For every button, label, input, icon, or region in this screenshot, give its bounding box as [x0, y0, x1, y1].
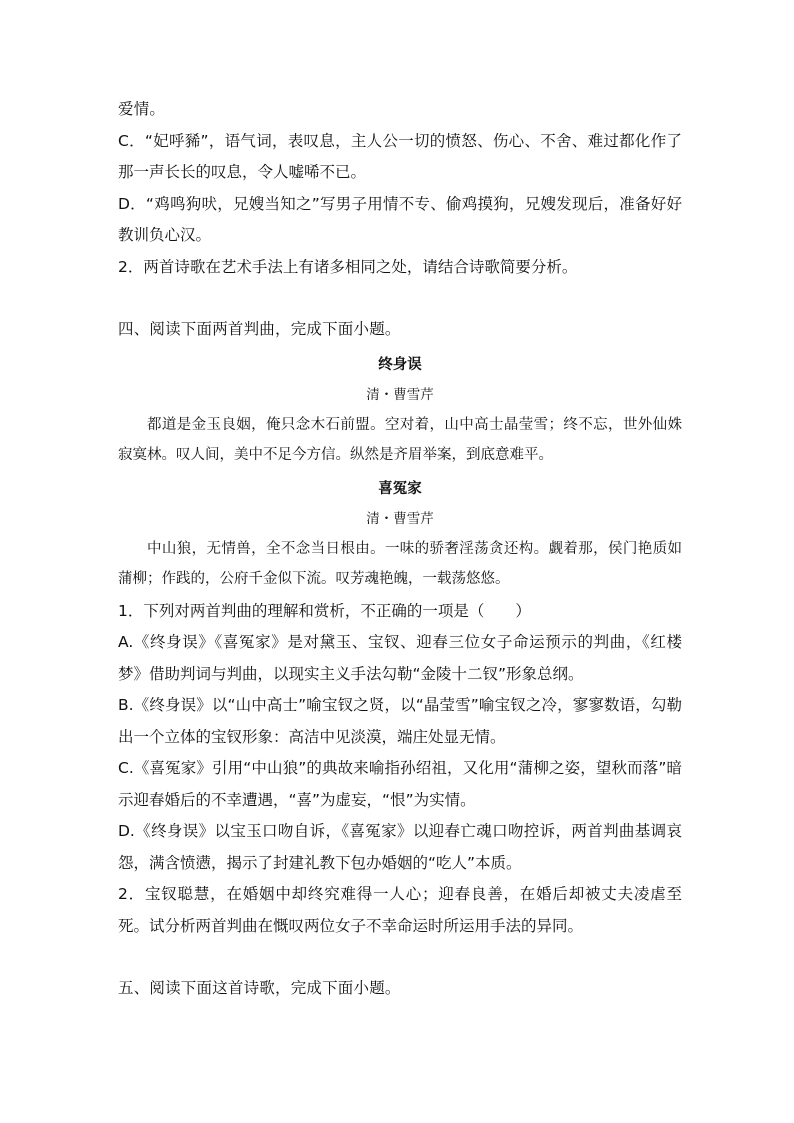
poem-2-author: 清・曹雪芹: [366, 510, 434, 527]
question-1-option-a: A.《终身误》《喜冤家》是对黛玉、宝钗、迎春三位女子命运预示的判曲，《红楼梦》借助判词与判曲，以现实主义手法勾勒“金陵十二钗”形象总纲。: [118, 633, 682, 683]
question-1-option-b: B.《终身误》以“山中高士”喻宝钗之贤，以“晶莹雪”喻宝钗之冷，寥寥数语，勾勒出一个立体的宝钗形象：高洁中见淡漠，端庄处显无情。: [118, 696, 682, 746]
prev-question-2: 2．两首诗歌在艺术手法上有诸多相同之处，请结合诗歌简要分析。: [118, 257, 578, 276]
prev-option-d: D．“鸡鸣狗吠，兄嫂当知之”写男子用情不专、偷鸡摸狗，兄嫂发现后，准备好好教训负心汉。: [118, 194, 682, 244]
prev-option-c: C．“妃呼豨”，语气词，表叹息，主人公一切的愤怒、伤心、不舍、难过都化作了那一声长长的叹息，令人嘘唏不已。: [118, 131, 682, 181]
section-5-heading: 五、阅读下面这首诗歌，完成下面小题。: [118, 979, 401, 997]
question-2: 2．宝钗聪慧，在婚姻中却终究难得一人心；迎春良善，在婚后却被丈夫凌虐至死。试分析两首判曲在慨叹两位女子不幸命运时所运用手法的异同。: [118, 885, 682, 935]
prev-question-tail: 爱情。: [118, 100, 166, 118]
poem-2-title: 喜冤家: [378, 479, 422, 497]
document-page: [118, 94, 682, 1005]
poem-1-author: 清・曹雪芹: [366, 386, 434, 403]
section-4-heading: 四、阅读下面两首判曲，完成下面小题。: [118, 320, 401, 338]
poem-1-title: 终身误: [378, 355, 422, 373]
question-1-stem: 1．下列对两首判曲的理解和赏析，不正确的一项是（ ）: [118, 601, 531, 620]
question-1-option-c: C.《喜冤家》引用“中山狼”的典故来喻指孙绍祖，又化用“蒲柳之姿，望秋而落”暗示迎春婚后的不幸遭遇，“喜”为虚妄，“恨”为实情。: [118, 759, 682, 809]
spacer: [118, 283, 682, 314]
spacer: [118, 942, 682, 973]
poem-2-body: 中山狼，无情兽，全不念当日根由。一味的骄奢淫荡贪还构。觑着那，侯门艳质如蒲柳；作践的，公府千金似下流。叹芳魂艳魄，一载荡悠悠。: [118, 540, 682, 587]
poem-1-body: 都道是金玉良姻，俺只念木石前盟。空对着，山中高士晶莹雪；终不忘，世外仙姝寂寞林。叹人间，美中不足今方信。纵然是齐眉举案，到底意难平。: [118, 416, 682, 463]
question-1-option-d: D.《终身误》以宝玉口吻自诉，《喜冤家》以迎春亡魂口吻控诉，两首判曲基调哀怨，满含愤懑，揭示了封建礼教下包办婚姻的“吃人”本质。: [118, 822, 682, 872]
